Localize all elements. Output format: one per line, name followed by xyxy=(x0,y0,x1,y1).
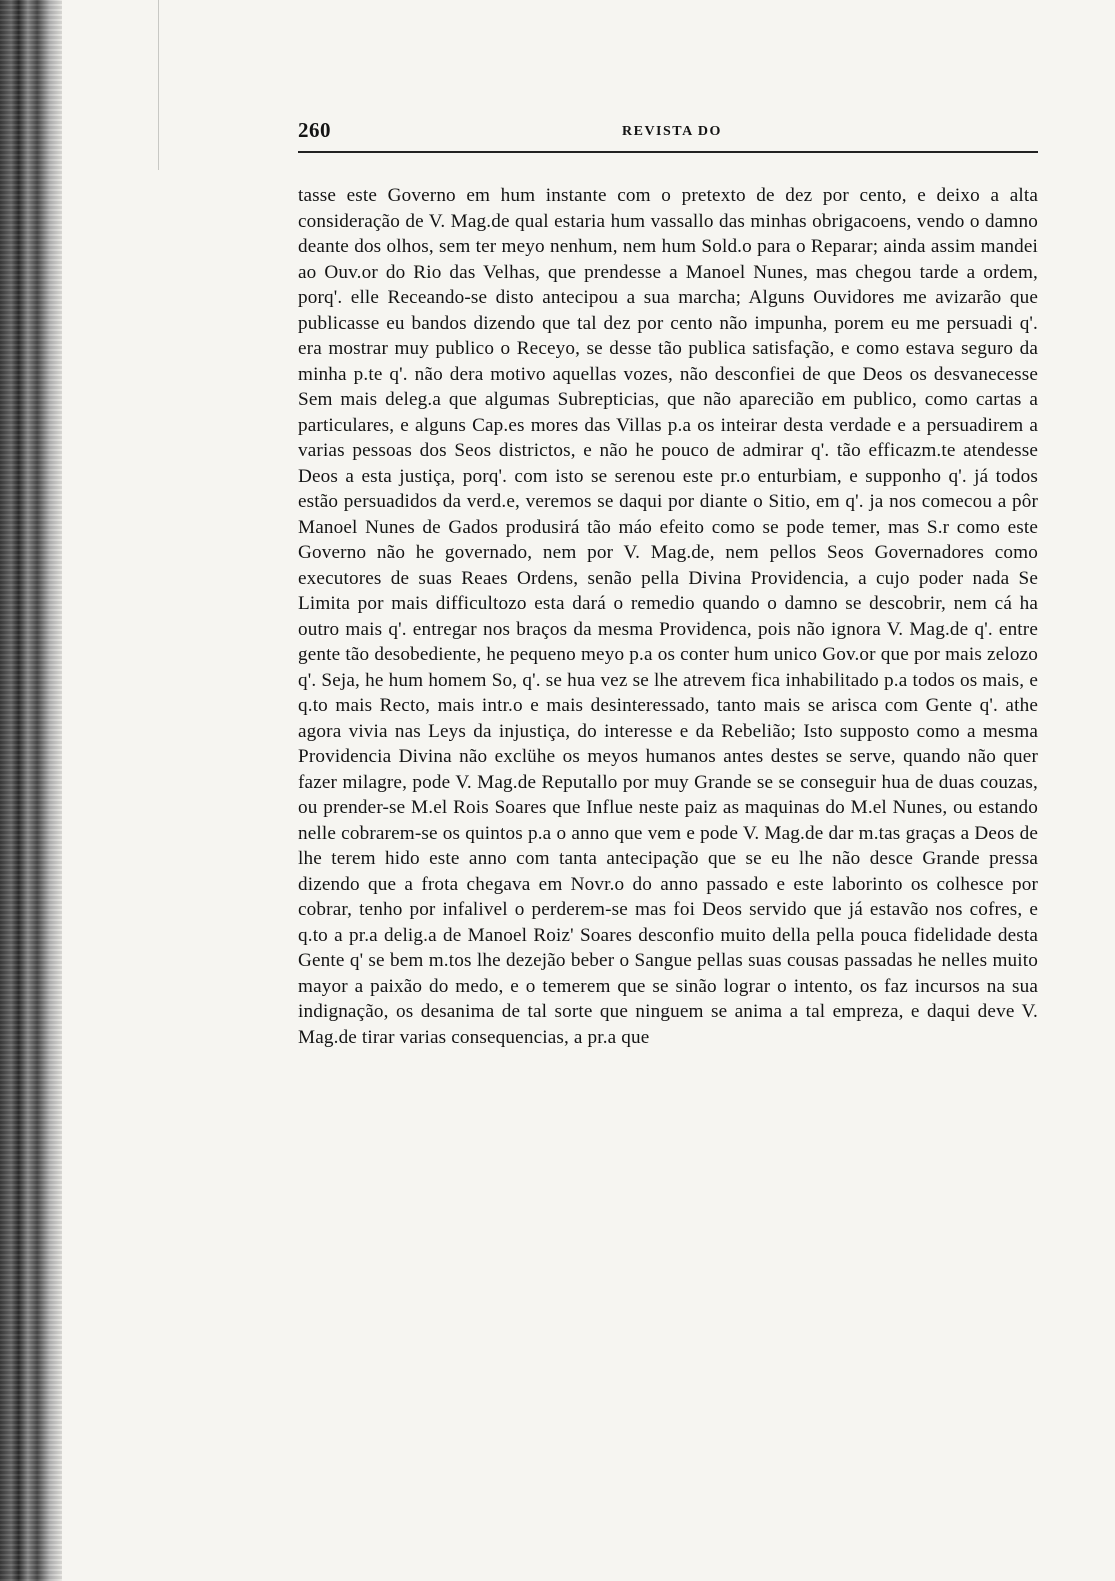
body-paragraph: tasse este Governo em hum instante com o pretexto de dez por cento, e deixo a alta consideração de V. Mag.de qual estaria hum vassallo das minhas obrigacoens, vendo o damno deante dos olhos, sem ter meyo nenhum, nem hum Sold.o para o Reparar; ainda assim mandei ao Ouv.or do Rio das Velhas, que prendesse a Manoel Nunes, mas chegou tarde a ordem, porq'. elle Receando-se disto antecipou a sua marcha; Alguns Ouvidores me avizarão que publicasse eu bandos dizendo que tal dez por cento não impunha, porem eu me persuadi q'. era mostrar muy publico o Receyo, se desse tão publica satisfação, e como estava seguro da minha p.te q'. não dera motivo aquellas vozes, não desconfiei de que Deos os desvanecesse Sem mais deleg.a que algumas Subrepticias, que não aparecião em publico, como cartas a particulares, e alguns Cap.es mores das Villas p.a os inteirar desta verdade e a persuadirem a varias pessoas dos Seos districtos, e não he pouco de admirar q'. tão efficazm.te atendesse Deos a esta justiça, porq'. com isto se serenou este pr.o enturbiam, e supponho q'. já todos estão persuadidos da verd.e, veremos se daqui por diante o Sitio, em q'. ja nos comecou a pôr Manoel Nunes de Gados produsirá tão máo efeito como se pode temer, mas S.r como este Governo não he governado, nem por V. Mag.de, nem pellos Seos Governadores como executores de suas Reaes Ordens, senão pella Divina Providencia, a cujo poder nada Se Limita por mais difficultozo esta dará o remedio quando o damno se descobrir, nem cá ha outro mais q'. entregar nos braços da mesma Providenca, pois não ignora V. Mag.de q'. entre gente tão desobediente, he pequeno meyo p.a os conter hum unico Gov.or que por mais zelozo q'. Seja, he hum homem So, q'. se hua vez se lhe atrevem fica inhabilitado p.a todos os mais, e q.to mais Recto, mais intr.o e mais desinteressado, tanto mais se arisca com Gente q'. athe agora vivia nas Leys da injustiça, do interesse e da Rebelião; Isto supposto como a mesma Providencia Divina não exclühe os meyos humanos antes destes se serve, quando não quer fazer milagre, pode V. Mag.de Reputallo por muy Grande se se conseguir hua de duas couzas, ou prender-se M.el Rois Soares que Influe neste paiz as maquinas do M.el Nunes, ou estando nelle cobrarem-se os quintos p.a o anno que vem e pode V. Mag.de dar m.tas graças a Deos de lhe terem hido este anno com tanta antecipação que se eu lhe não desce Grande pressa dizendo que a frota chegava em Novr.o do anno passado e este laborinto os colhesce por cobrar, tenho por infalivel o perderem-se mas foi Deos servido que já estavão nos cofres, e q.to a pr.a delig.a de Manoel Roiz' Soares desconfio muito della pella pouca fidelidade desta Gente q' se bem m.tos lhe dezejão beber o Sangue pellas suas cousas passadas he nelles muito mayor a paixão do medo, e o temerem que se sinão lograr o intento, os faz incursos na sua indignação, os desanima de tal sorte que ninguem se anima a tal empreza, e daqui deve V. Mag.de tirar varias consequencias, a pr.a que xyxy=(298,185,1038,1048)
header-rule xyxy=(298,151,1038,156)
page-number: 260 xyxy=(298,118,331,142)
scan-edge-line xyxy=(158,0,159,170)
page-header xyxy=(298,118,1038,146)
running-head: REVISTA DO xyxy=(622,124,722,139)
book-spine-gutter xyxy=(0,0,62,1581)
